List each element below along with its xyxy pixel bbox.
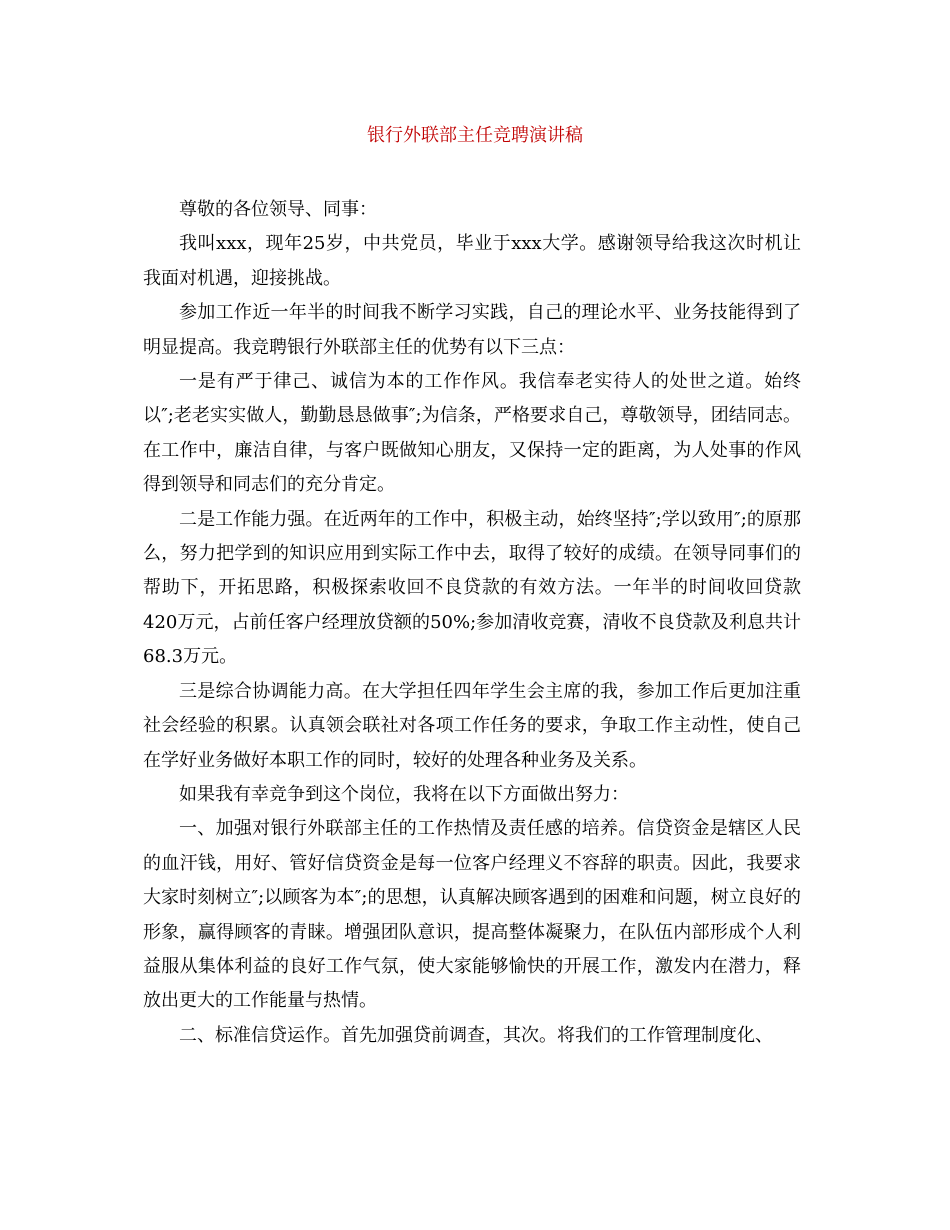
paragraph-introduction: 我叫xxx，现年25岁，中共党员，毕业于xxx大学。感谢领导给我这次时机让我面对机遇，迎接挑战。 [143, 233, 801, 289]
paragraph-experience: 参加工作近一年半的时间我不断学习实践，自己的理论水平、业务技能得到了明显提高。我竞聘银行外联部主任的优势有以下三点： [143, 302, 801, 358]
paragraph-plan-1: 一、加强对银行外联部主任的工作热情及责任感的培养。信贷资金是辖区人民的血汗钱，用好、管好信贷资金是每一位客户经理义不容辞的职责。因此，我要求大家时刻树立″;以顾客为本″;的思想，认真解决顾客遇到的困难和问题，树立良好的形象，赢得顾客的青睐。增强团队意识，提高整体凝聚力，在队伍内部形成个人利益服从集体利益的良好工作气氛，使大家能够愉快的开展工作，激发内在潜力，释放出更大的工作能量与热情。 [143, 818, 801, 1012]
paragraph-greeting: 尊敬的各位领导、同事： [179, 199, 377, 220]
paragraph-advantage-1: 一是有严于律己、诚信为本的工作作风。我信奉老实待人的处世之道。始终以″;老老实实做人，勤勤恳恳做事″;为信条，严格要求自己，尊敬领导，团结同志。在工作中，廉洁自律，与客户既做知心朋友，又保持一定的距离，为人处事的作风得到领导和同志们的充分肯定。 [143, 371, 801, 496]
document-title: 银行外联部主任竞聘演讲稿 [367, 125, 583, 146]
paragraph-plan-2: 二、标准信贷运作。首先加强贷前调查，其次。将我们的工作管理制度化、 [179, 1024, 773, 1046]
document-body [143, 193, 801, 1053]
paragraph-plan-intro: 如果我有幸竞争到这个岗位，我将在以下方面做出努力： [179, 783, 629, 805]
paragraph-advantage-2: 二是工作能力强。在近两年的工作中，积极主动，始终坚持″;学以致用″;的原那么，努力把学到的知识应用到实际工作中去，取得了较好的成绩。在领导同事们的帮助下，开拓思路，积极探索收回不良贷款的有效方法。一年半的时间收回贷款420万元，占前任客户经理放贷额的50%;参加清收竞赛，清收不良贷款及利息共计68.3万元。 [143, 508, 801, 668]
paragraph-advantage-3: 三是综合协调能力高。在大学担任四年学生会主席的我，参加工作后更加注重社会经验的积累。认真领会联社对各项工作任务的要求，争取工作主动性，使自己在学好业务做好本职工作的同时，较好的处理各种业务及关系。 [143, 680, 801, 771]
